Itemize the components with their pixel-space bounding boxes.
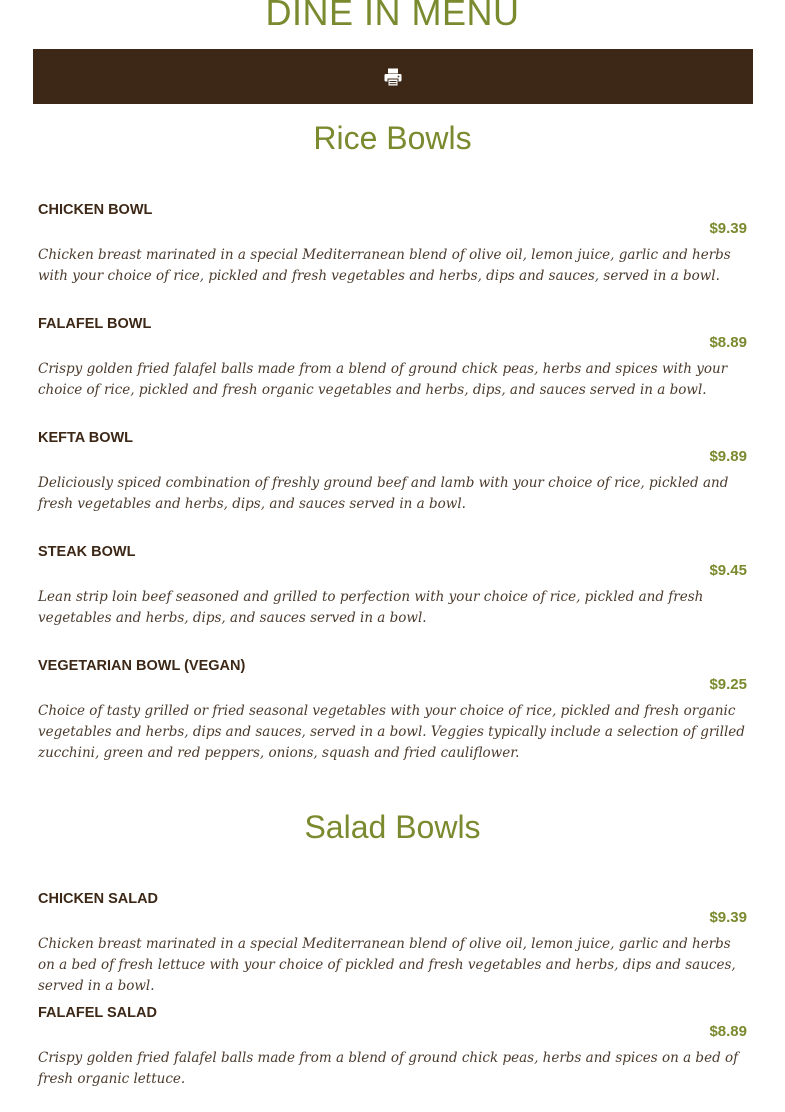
menu-toolbar [33, 49, 753, 104]
item-description: Lean strip loin beef seasoned and grilled to perfection with your choice of rice, pickled and fresh vegetables and herbs, dips, and sauces served in a bowl. [38, 589, 704, 626]
item-price: $9.25 [709, 676, 747, 693]
item-price: $9.45 [709, 562, 747, 579]
item-description: Choice of tasty grilled or fried seasonal vegetables with your choice of rice, pickled and fresh organic vegetables and herbs, dips and sauces, served in a bowl. Veggies typically include a selection of grilled zucchini, green and red peppers, onions, squash and fried cauliflower. [38, 703, 745, 761]
print-icon [383, 67, 403, 87]
item-price: $9.39 [709, 220, 747, 237]
item-description: Crispy golden fried falafel balls made from a blend of ground chick peas, herbs and spices with your choice of rice, pickled and fresh organic vegetables and herbs, dips, and sauces served in a bowl. [38, 361, 728, 398]
menu-item-falafel-bowl [38, 315, 750, 401]
item-name: FALAFEL SALAD [38, 1005, 157, 1021]
menu-item-vegetarian-bowl [38, 657, 750, 764]
page-title: DINE IN MENU [265, 0, 520, 33]
item-description: Deliciously spiced combination of freshly ground beef and lamb with your choice of rice, pickled and fresh vegetables and herbs, dips, and sauces served in a bowl. [38, 475, 729, 512]
section-title-rice-bowls: Rice Bowls [313, 120, 472, 156]
item-name: CHICKEN BOWL [38, 202, 153, 218]
menu-item-chicken-bowl [38, 201, 750, 287]
menu-item-kefta-bowl [38, 429, 750, 515]
section-title-salad-bowls: Salad Bowls [304, 809, 481, 845]
item-price: $9.89 [709, 448, 747, 465]
menu-item-falafel-salad [38, 1004, 750, 1090]
item-price: $9.39 [709, 909, 747, 926]
menu-item-steak-bowl [38, 543, 750, 629]
item-name: CHICKEN SALAD [38, 891, 159, 907]
print-button[interactable] [382, 66, 404, 88]
item-name: KEFTA BOWL [38, 430, 134, 446]
item-description: Chicken breast marinated in a special Mediterranean blend of olive oil, lemon juice, garlic and herbs on a bed of fresh lettuce with your choice of pickled and fresh vegetables and herbs, dips and sauces, served in a bowl. [38, 936, 736, 994]
item-name: FALAFEL BOWL [38, 316, 152, 332]
item-name: VEGETARIAN BOWL (VEGAN) [38, 658, 246, 674]
item-description: Crispy golden fried falafel balls made from a blend of ground chick peas, herbs and spices on a bed of fresh organic lettuce. [38, 1050, 739, 1087]
item-price: $8.89 [709, 334, 747, 351]
item-name: STEAK BOWL [38, 544, 136, 560]
menu-item-chicken-salad [38, 890, 750, 997]
item-price: $8.89 [709, 1023, 747, 1040]
item-description: Chicken breast marinated in a special Mediterranean blend of olive oil, lemon juice, garlic and herbs with your choice of rice, pickled and fresh vegetables and herbs, dips and sauces, served in a bowl. [38, 247, 731, 284]
